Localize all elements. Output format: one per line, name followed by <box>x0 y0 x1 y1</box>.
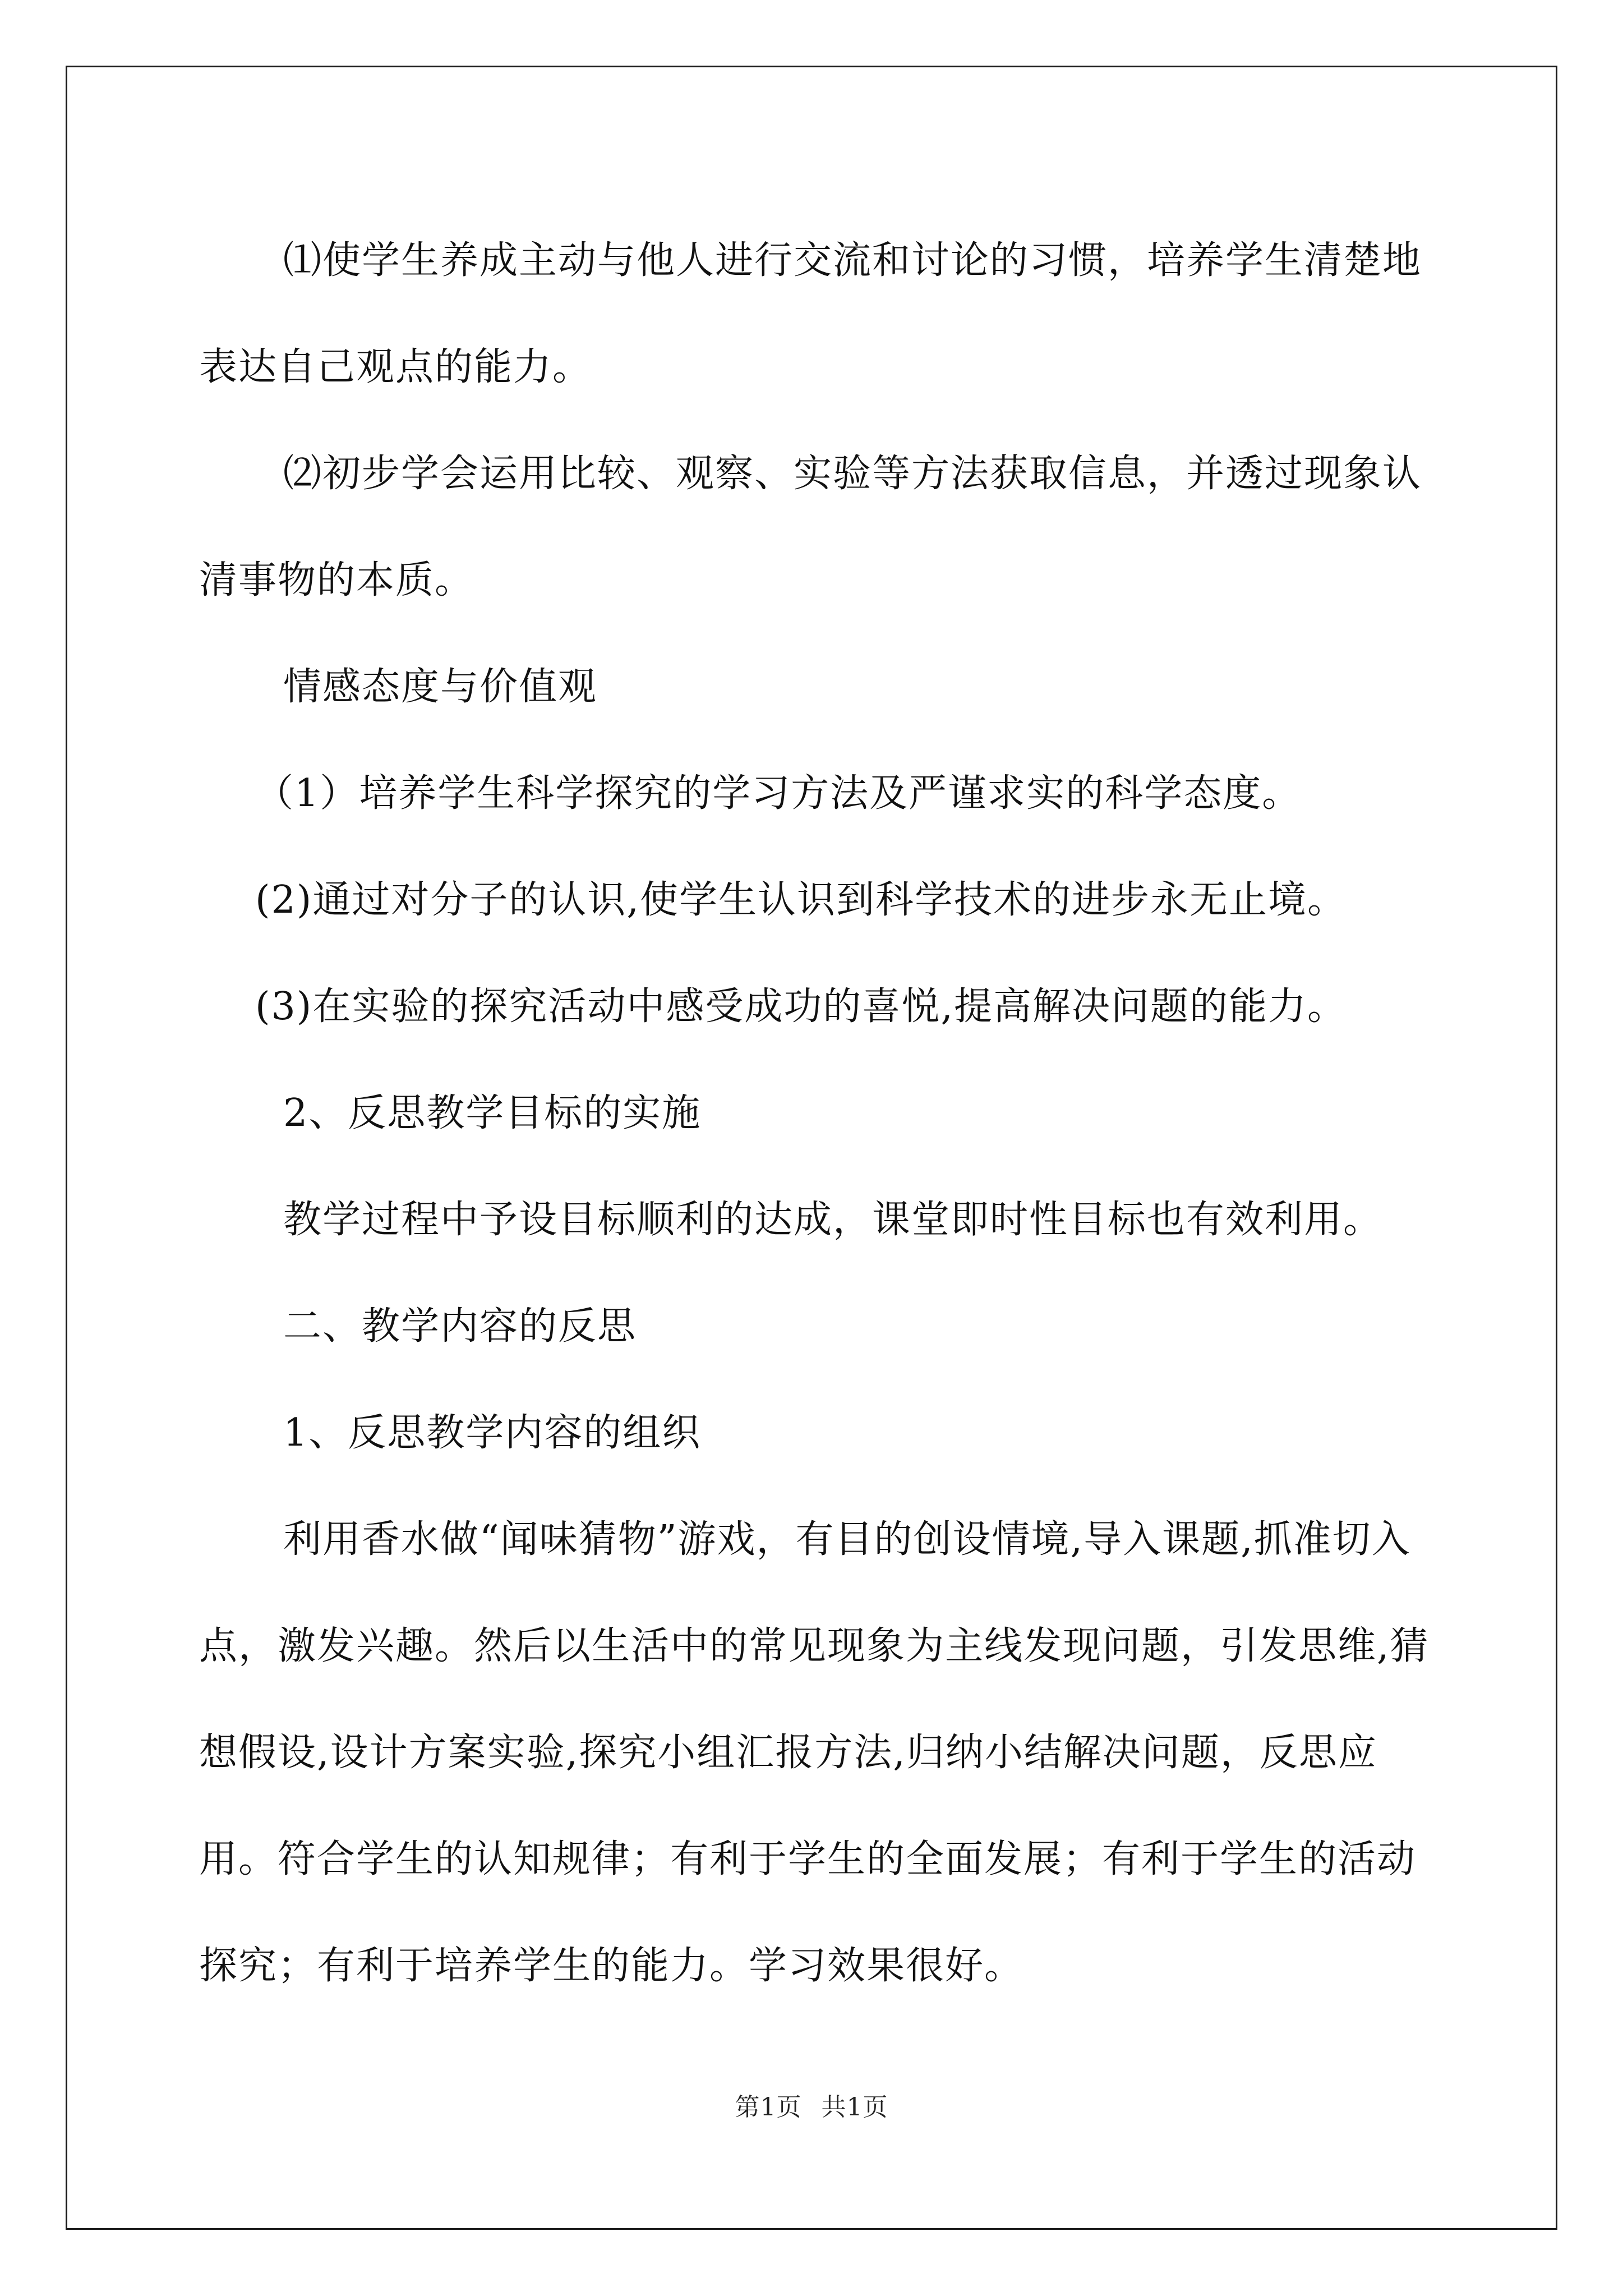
heading-content-reflection: 二、教学内容的反思 <box>283 1304 637 1349</box>
page-number: 第1页 <box>735 2093 802 2122</box>
paragraph-process-method-2: ⑵初步学会运用比较、观察、实验等方法获取信息，并透过现象认清事物的本质。 <box>199 452 1422 602</box>
page-footer <box>0 2087 1623 2123</box>
heading-emotion-values: 情感态度与价值观 <box>283 665 598 709</box>
paragraph-emotion-3: (3)在实验的探究活动中感受成功的喜悦,提高解决问题的能力。 <box>255 984 1347 1029</box>
heading-goal-implementation: 2、反思教学目标的实施 <box>283 1091 702 1135</box>
paragraph-emotion-2: (2)通过对分子的认识,使学生认识到科学技术的进步永无止境。 <box>255 878 1347 922</box>
document-body <box>199 208 1433 2019</box>
paragraph-process-method-1: ⑴使学生养成主动与他人进行交流和讨论的习惯，培养学生清楚地表达自己观点的能力。 <box>199 238 1422 389</box>
paragraph-goal-implementation: 教学过程中予设目标顺利的达成，课堂即时性目标也有效利用。 <box>283 1198 1383 1242</box>
page-total: 共1页 <box>821 2093 888 2122</box>
paragraph-content-organization: 利用香水做“闻味猜物”游戏，有目的创设情境,导入课题,抓准切入点，激发兴趣。然后以生活中的常见现象为主线发现问题，引发思维,猜想假设,设计方案实验,探究小组汇报方法,归纳小结解决问题，反思应用。符合学生的认知规律；有利于学生的全面发展；有利于学生的活动探究；有利于培养学生的能力。学习效果很好。 <box>199 1517 1430 1988</box>
paragraph-emotion-1: （1）培养学生科学探究的学习方法及严谨求实的科学态度。 <box>255 771 1302 816</box>
heading-content-organization: 1、反思教学内容的组织 <box>283 1411 702 1455</box>
